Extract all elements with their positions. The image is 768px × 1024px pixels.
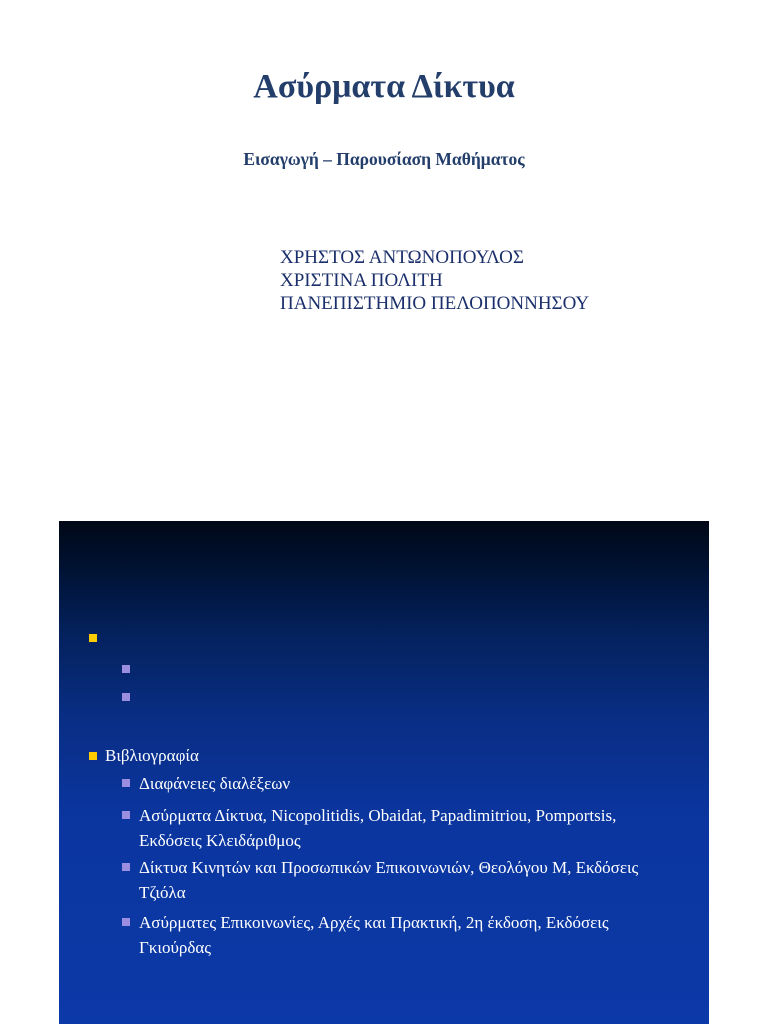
yellow-square-bullet-icon	[89, 634, 97, 642]
slide-subtitle: Εισαγωγή – Παρουσίαση Μαθήματος	[243, 149, 525, 169]
bibliography-heading: Βιβλιογραφία	[105, 746, 199, 765]
content-slide	[59, 521, 709, 1024]
bibliography-item	[122, 803, 679, 853]
bibliography-item	[122, 771, 679, 796]
bibliography-item-text: Ασύρματες Επικοινωνίες, Αρχές και Πρακτική, 2η έκδοση, Εκδόσεις Γκιούρδας	[139, 913, 609, 957]
bibliography-item-text: Δίκτυα Κινητών και Προσωπικών Επικοινωνιών, Θεολόγου Μ, Εκδόσεις Τζιόλα	[139, 858, 639, 902]
purple-square-bullet-icon	[122, 863, 130, 871]
bibliography-item-text: Διαφάνειες διαλέξεων	[139, 774, 291, 793]
sub-bullet-item-empty	[122, 685, 679, 701]
purple-square-bullet-icon	[122, 693, 130, 701]
bibliography-item-text: Ασύρματα Δίκτυα, Nicopolitidis, Obaidat, Papadimitriou, Pomportsis, Εκδόσεις Κλειδάριθμος	[139, 806, 617, 850]
yellow-square-bullet-icon	[89, 752, 97, 760]
author-line: ΧΡΗΣΤΟΣ ΑΝΤΩΝΟΠΟΥΛΟΣ	[280, 247, 524, 268]
purple-square-bullet-icon	[122, 918, 130, 926]
purple-square-bullet-icon	[122, 779, 130, 787]
bullet-item-bibliography	[89, 745, 199, 767]
institution-line: ΠΑΝΕΠΙΣΤΗΜΙΟ ΠΕΛΟΠΟΝΝΗΣΟΥ	[280, 293, 590, 314]
bibliography-item	[122, 855, 679, 905]
purple-square-bullet-icon	[122, 811, 130, 819]
slide-title: Ασύρματα Δίκτυα	[253, 68, 515, 105]
bullet-item-empty	[89, 627, 105, 642]
bibliography-item	[122, 910, 679, 960]
sub-bullet-item-empty	[122, 657, 679, 673]
authors-block	[280, 246, 589, 315]
purple-square-bullet-icon	[122, 665, 130, 673]
author-line: ΧΡΙΣΤΙΝΑ ΠΟΛΙΤΗ	[280, 270, 443, 291]
title-slide	[0, 0, 768, 500]
